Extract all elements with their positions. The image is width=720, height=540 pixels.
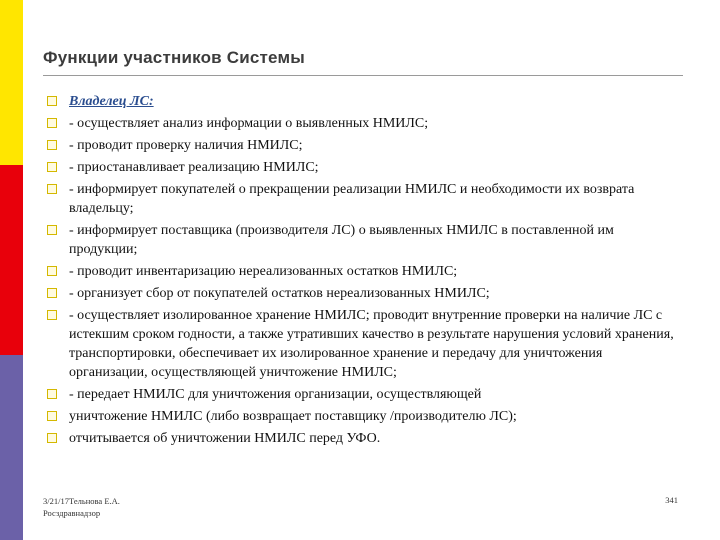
page-number: 341 (665, 495, 678, 505)
square-bullet-icon (47, 162, 57, 172)
bullet-item (46, 306, 676, 382)
bullet-text: - проводит инвентаризацию нереализованных остатков НМИЛС; (69, 264, 458, 279)
square-bullet-icon (47, 310, 57, 320)
sidebar-yellow-stripe (0, 0, 23, 165)
bullet-item (46, 158, 676, 177)
square-bullet-icon (47, 288, 57, 298)
bullet-item (46, 180, 676, 218)
bullet-text: - проводит проверку наличия НМИЛС; (69, 138, 303, 153)
sidebar-purple-stripe (0, 355, 23, 540)
bullet-item (46, 284, 676, 303)
square-bullet-icon (47, 140, 57, 150)
square-bullet-icon (47, 433, 57, 443)
bullet-list (46, 92, 676, 451)
bullet-text: уничтожение НМИЛС (либо возвращает поставщику /производителю ЛС); (69, 409, 517, 424)
bullet-text: - информирует поставщика (производителя ЛС) о выявленных НМИЛС в поставленной им продукции; (69, 223, 614, 257)
bullet-item (46, 407, 676, 426)
bullet-text: - приостанавливает реализацию НМИЛС; (69, 160, 319, 175)
bullet-text: - осуществляет изолированное хранение НМИЛС; проводит внутренние проверки на наличие ЛС с истекшим сроком годности, а также утративших качество в результате нарушения условий хранения, транспортировки, обеспечивает их изолированное хранение и передачу для уничтожения организации, осуществляющей уничтожение НМИЛС; (69, 308, 674, 380)
square-bullet-icon (47, 225, 57, 235)
footer-author (43, 495, 120, 519)
owner-heading: Владелец ЛС: (69, 94, 154, 109)
slide-title: Функции участников Системы (43, 48, 305, 67)
bullet-item (46, 429, 676, 448)
bullet-text: - организует сбор от покупателей остатков нереализованных НМИЛС; (69, 286, 490, 301)
square-bullet-icon (47, 266, 57, 276)
bullet-item (46, 136, 676, 155)
square-bullet-icon (47, 118, 57, 128)
sidebar-red-stripe (0, 165, 23, 355)
bullet-item (46, 221, 676, 259)
bullet-text: - осуществляет анализ информации о выявленных НМИЛС; (69, 116, 429, 131)
title-divider (43, 75, 683, 76)
square-bullet-icon (47, 389, 57, 399)
bullet-item (46, 114, 676, 133)
footer-organization: Росздравнадзор (43, 508, 101, 518)
bullet-item (46, 262, 676, 281)
bullet-text: - информирует покупателей о прекращении реализации НМИЛС и необходимости их возврата владельцу; (69, 182, 635, 216)
square-bullet-icon (47, 96, 57, 106)
bullet-item-owner (46, 92, 676, 111)
square-bullet-icon (47, 411, 57, 421)
bullet-item (46, 385, 676, 404)
square-bullet-icon (47, 184, 57, 194)
footer-date-author: 3/21/17Тельнова Е.А. (43, 496, 120, 506)
bullet-text: - передает НМИЛС для уничтожения организации, осуществляющей (69, 387, 482, 402)
bullet-text: отчитывается об уничтожении НМИЛС перед УФО. (69, 431, 381, 446)
